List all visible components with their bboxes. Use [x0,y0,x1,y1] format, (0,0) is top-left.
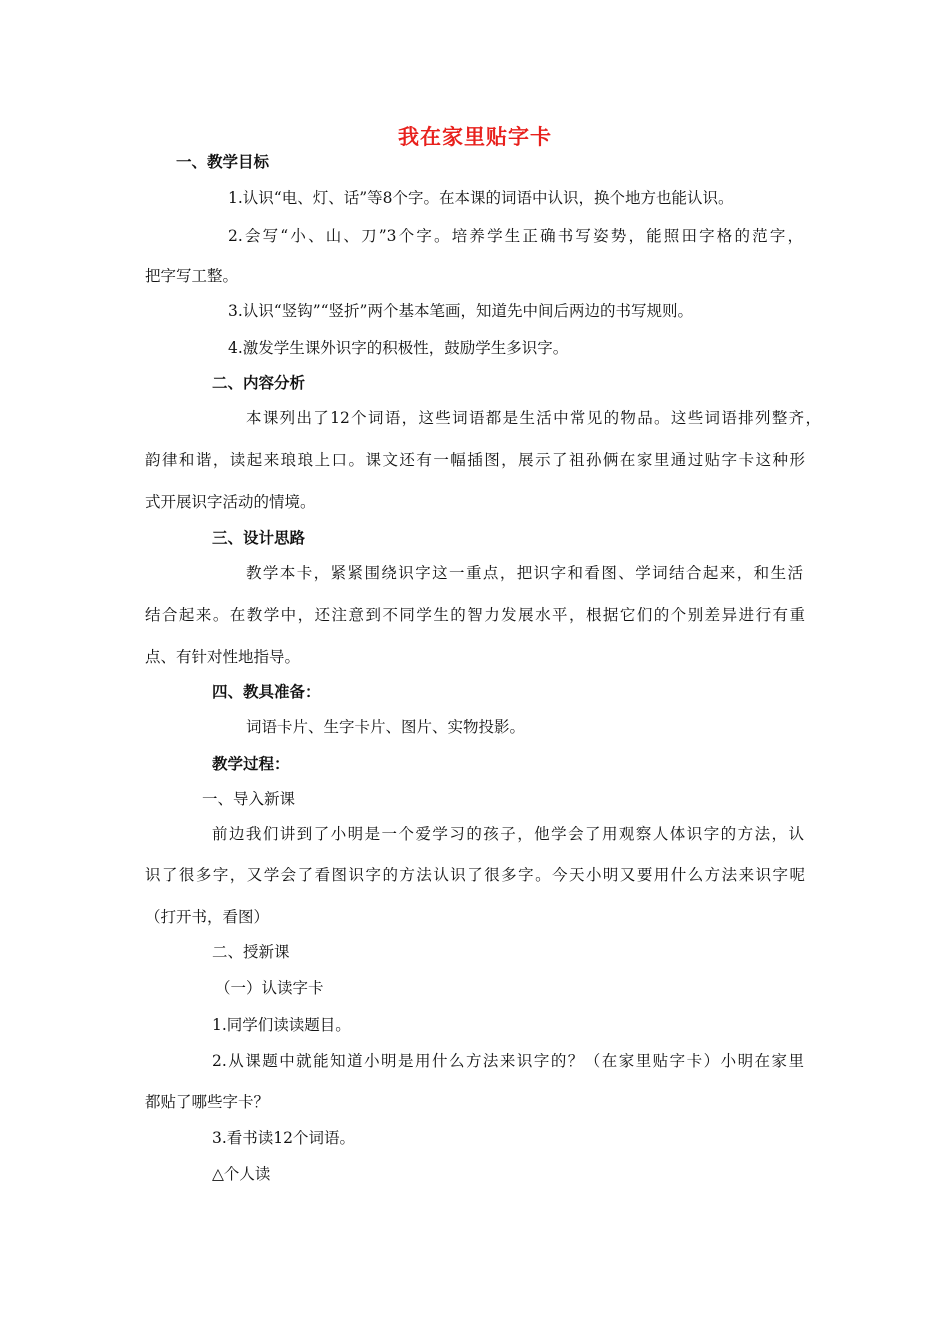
process-step-new-lesson: 二、授新课 [212,943,290,961]
intro-para-line-3: （打开书，看图） [145,908,270,926]
analysis-para-line-1: 本课列出了12个词语，这些词语都是生活中常见的物品。这些词语排列整齐， [246,409,821,427]
analysis-para-line-3: 式开展识字活动的情境。 [145,493,316,511]
intro-para-line-2: 识了很多字，又学会了看图识字的方法认识了很多字。今天小明又要用什么方法来识字呢 [145,866,805,884]
analysis-para-line-2: 韵律和谐，读起来琅琅上口。课文还有一幅插图，展示了祖孙俩在家里通过贴字卡这种形 [145,451,805,469]
subsection-read-cards: （一）认读字卡 [215,979,324,997]
section-heading-materials: 四、教具准备： [212,683,321,701]
section-heading-objectives: 一、教学目标 [176,153,270,171]
read-cards-item-2-cont: 都贴了哪些字卡？ [145,1093,270,1111]
objective-3: 3.认识“竖钩”“竖折”两个基本笔画，知道先中间后两边的书写规则。 [228,302,693,320]
document-title: 我在家里贴字卡 [398,125,552,149]
section-heading-analysis: 二、内容分析 [212,374,306,392]
read-cards-individual: △个人读 [212,1165,271,1183]
read-cards-item-1: 1.同学们读读题目。 [212,1016,351,1034]
section-heading-design: 三、设计思路 [212,529,306,547]
objective-1: 1.认识“电、灯、话”等8个字。在本课的词语中认识，换个地方也能认识。 [228,189,734,207]
design-para-line-1: 教学本卡，紧紧围绕识字这一重点，把识字和看图、学词结合起来，和生活 [246,564,803,582]
objective-4: 4.激发学生课外识字的积极性，鼓励学生多识字。 [228,339,569,357]
objective-2: 2.会写“小、山、刀”3个字。培养学生正确书写姿势，能照田字格的范字， [228,227,803,245]
intro-para-line-1: 前边我们讲到了小明是一个爱学习的孩子，他学会了用观察人体识字的方法，认 [212,825,804,843]
materials-text: 词语卡片、生字卡片、图片、实物投影。 [246,718,526,736]
objective-2-cont: 把字写工整。 [145,267,239,285]
section-heading-process: 教学过程： [212,755,290,773]
read-cards-item-3: 3.看书读12个词语。 [212,1129,356,1147]
design-para-line-3: 点、有针对性地指导。 [145,648,301,666]
process-step-intro: 一、导入新课 [202,790,296,808]
design-para-line-2: 结合起来。在教学中，还注意到不同学生的智力发展水平，根据它们的个别差异进行有重 [145,606,805,624]
read-cards-item-2: 2.从课题中就能知道小明是用什么方法来识字的？（在家里贴字卡）小明在家里 [212,1052,804,1070]
